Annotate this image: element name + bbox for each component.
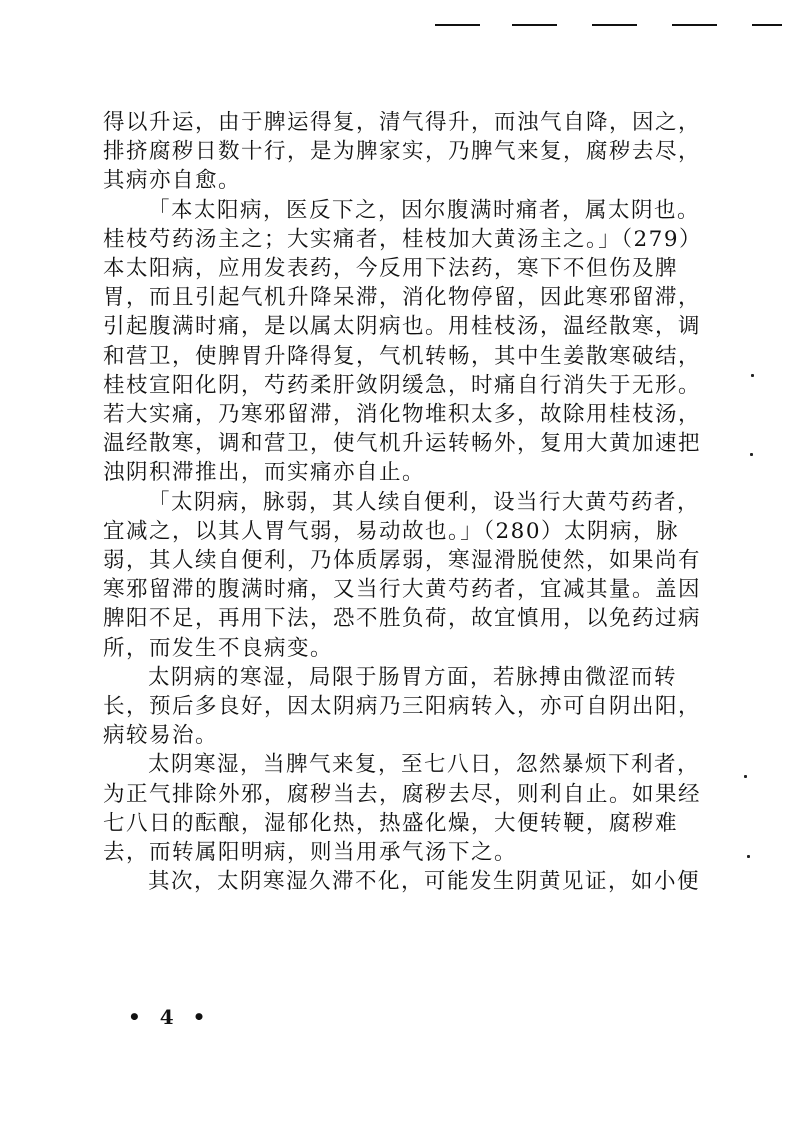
text-line: 去，而转属阳明病，则当用承气汤下之。: [103, 840, 518, 866]
text-line: 所，而发生不良病变。: [103, 635, 334, 661]
text-line: 长，预后多良好，因太阴病乃三阳病转入，亦可自阴出阳，: [103, 694, 702, 720]
text-line: 排挤腐秽日数十行，是为脾家实，乃脾气来复，腐秽去尽，: [103, 139, 702, 165]
quote-line: 桂枝芍药汤主之；大实痛者，桂枝加大黄汤主之。」（279）: [103, 226, 703, 252]
text-line: 脾阳不足，再用下法，恐不胜负荷，故宜慎用，以免药过病: [103, 606, 702, 632]
scan-speck: [744, 775, 747, 778]
text-line: 其病亦自愈。: [103, 168, 242, 194]
paragraph-1: [103, 108, 702, 196]
quote-line: 「本太阳病，医反下之，因尔腹满时痛者，属太阴也。: [148, 197, 701, 223]
paragraph-4: [103, 663, 702, 751]
text-line: 引起腹满时痛，是以属太阴病也。用桂枝汤，温经散寒，调: [103, 314, 702, 340]
paragraph-3: [103, 488, 702, 663]
quote-line: 宜减之，以其人胃气弱，易动故也。」（280）太阴病，脉: [103, 518, 680, 544]
paragraph-5: [103, 750, 702, 867]
scan-speck: [751, 374, 754, 377]
quote-line: 「太阴病，脉弱，其人续自便利，设当行大黄芍药者，: [148, 489, 701, 515]
page-body: [103, 108, 703, 896]
text-line: 为正气排除外邪，腐秽当去，腐秽去尽，则利自止。如果经: [103, 781, 702, 807]
header-rule: [752, 24, 782, 26]
text-line: 若大实痛，乃寒邪留滞，消化物堆积太多，故除用桂枝汤，: [103, 402, 702, 428]
text-line: 温经散寒，调和营卫，使气机升运转畅外，复用大黄加速把: [103, 431, 702, 457]
text-line: 其次，太阴寒湿久滞不化，可能发生阴黄见证，如小便: [148, 869, 701, 895]
paragraph-6: [103, 867, 701, 896]
text-line: 太阴寒湿，当脾气来复，至七八日，忽然暴烦下利者，: [148, 752, 701, 778]
text-line: 寒邪留滞的腹满时痛，又当行大黄芍药者，宜减其量。盖因: [103, 577, 702, 603]
header-rule: [672, 24, 717, 26]
text-line: 胃，而且引起气机升降呆滞，消化物停留，因此寒邪留滞，: [103, 285, 702, 311]
paragraph-2: [103, 196, 703, 488]
text-line: 七八日的酝酿，湿郁化热，热盛化燥，大便转鞕，腐秽难: [103, 810, 679, 836]
page-number: • 4 •: [128, 1005, 212, 1029]
text-line: 太阴病的寒湿，局限于肠胃方面，若脉搏由微涩而转: [148, 664, 678, 690]
text-line: 得以升运，由于脾运得复，清气得升，而浊气自降，因之，: [103, 110, 702, 135]
scan-speck: [750, 453, 753, 456]
text-line: 浊阴积滞推出，而实痛亦自止。: [103, 460, 426, 486]
scan-speck: [747, 855, 750, 858]
text-line: 弱，其人续自便利，乃体质孱弱，寒湿滑脱使然，如果尚有: [103, 548, 702, 574]
header-rule: [512, 24, 557, 26]
text-line: 桂枝宣阳化阴，芍药柔肝敛阴缓急，时痛自行消失于无形。: [103, 372, 702, 398]
header-rule: [592, 24, 637, 26]
text-line: 病较易治。: [103, 723, 219, 749]
header-rule: [435, 24, 480, 26]
text-line: 本太阳病，应用发表药，今反用下法药，寒下不但伤及脾: [103, 256, 679, 282]
text-line: 和营卫，使脾胃升降得复，气机转畅，其中生姜散寒破结，: [103, 343, 702, 369]
